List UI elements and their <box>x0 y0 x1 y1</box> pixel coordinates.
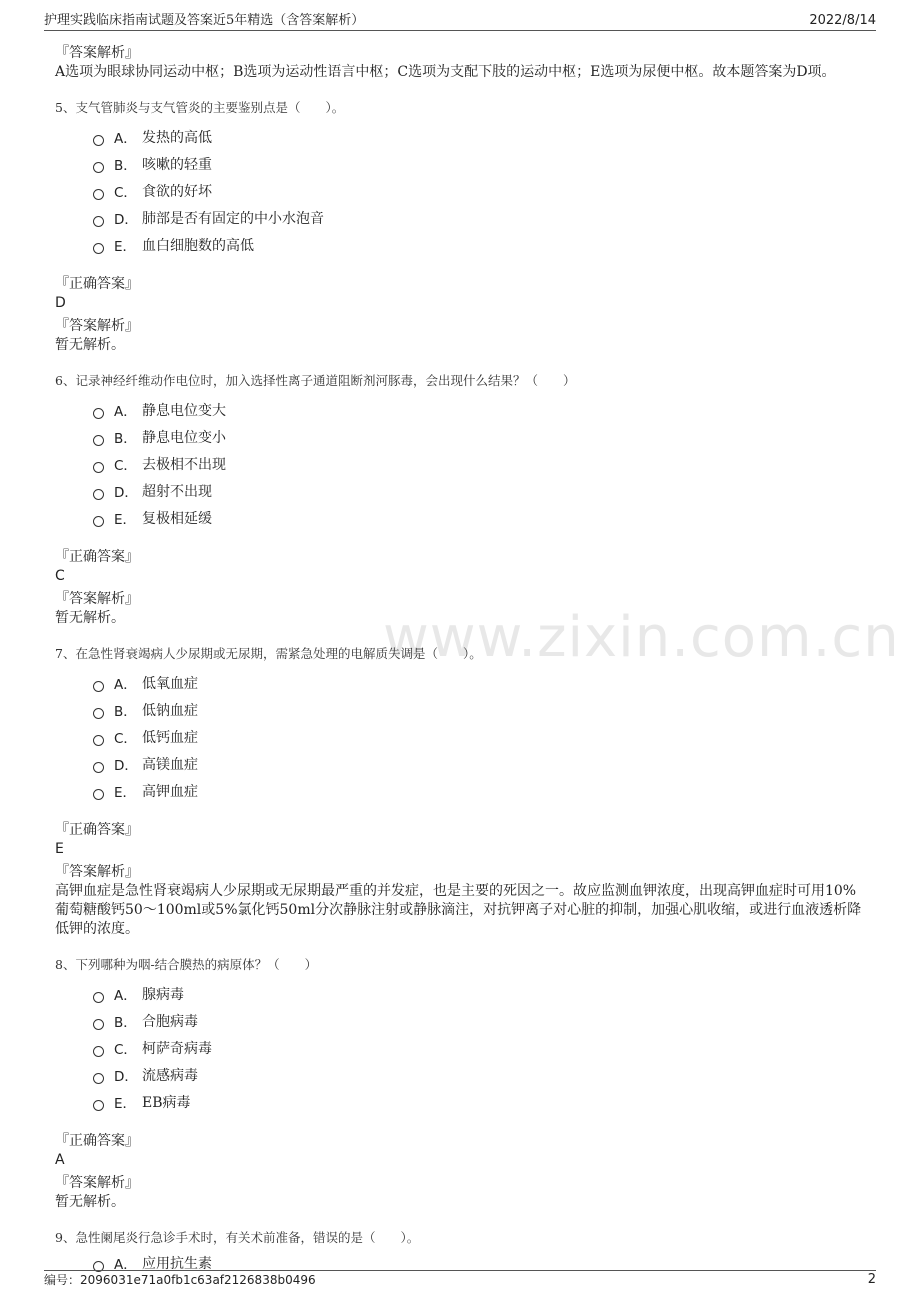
correct-answer-label: 『正确答案』 <box>55 276 139 292</box>
option-item[interactable] <box>93 504 863 531</box>
page-header <box>44 12 876 31</box>
option-item[interactable] <box>93 423 863 450</box>
page-number: 2 <box>867 1272 876 1287</box>
option-letter: D． <box>114 1068 138 1085</box>
option-item[interactable] <box>93 696 863 723</box>
question-stem: 5、支气管肺炎与支气管炎的主要鉴别点是（ ）。 <box>55 100 345 115</box>
radio-button-icon[interactable] <box>93 189 104 200</box>
document-serial <box>44 1272 316 1288</box>
option-text: 去极相不出现 <box>142 456 226 473</box>
correct-answer-label: 『正确答案』 <box>55 822 139 838</box>
option-list <box>93 980 863 1115</box>
radio-button-icon[interactable] <box>93 762 104 773</box>
radio-button-icon[interactable] <box>93 243 104 254</box>
option-letter: E． <box>114 784 137 801</box>
document-date: 2022/8/14 <box>809 13 876 28</box>
option-item[interactable] <box>93 1061 863 1088</box>
option-letter: D． <box>114 757 138 774</box>
correct-answer-label: 『正确答案』 <box>55 1133 139 1149</box>
question-block <box>55 1229 863 1276</box>
option-item[interactable] <box>93 669 863 696</box>
option-letter: D． <box>114 211 138 228</box>
question-stem: 7、在急性肾衰竭病人少尿期或无尿期，需紧急处理的电解质失调是（ ）。 <box>55 646 482 661</box>
option-text: 低氧血症 <box>142 675 198 692</box>
option-item[interactable] <box>93 1007 863 1034</box>
correct-answer: E <box>55 841 64 857</box>
option-item[interactable] <box>93 450 863 477</box>
page-footer <box>44 1270 876 1288</box>
correct-answer: C <box>55 568 65 584</box>
option-letter: E． <box>114 511 137 528</box>
option-letter: A． <box>114 676 137 693</box>
option-letter: D． <box>114 484 138 501</box>
option-text: 低钙血症 <box>142 729 198 746</box>
option-text: 食欲的好坏 <box>142 183 212 200</box>
option-item[interactable] <box>93 177 863 204</box>
radio-button-icon[interactable] <box>93 135 104 146</box>
option-text: 肺部是否有固定的中小水泡音 <box>142 210 324 227</box>
analysis-label: 『答案解析』 <box>55 1175 139 1191</box>
option-item[interactable] <box>93 150 863 177</box>
option-list <box>93 123 863 258</box>
analysis-text: 暂无解析。 <box>55 337 125 353</box>
option-item[interactable] <box>93 723 863 750</box>
radio-button-icon[interactable] <box>93 992 104 1003</box>
option-letter: C． <box>114 730 137 747</box>
option-letter: C． <box>114 1041 137 1058</box>
radio-button-icon[interactable] <box>93 216 104 227</box>
analysis-text: 暂无解析。 <box>55 610 125 626</box>
option-letter: C． <box>114 184 137 201</box>
correct-answer-label: 『正确答案』 <box>55 549 139 565</box>
radio-button-icon[interactable] <box>93 435 104 446</box>
analysis-text: 高钾血症是急性肾衰竭病人少尿期或无尿期最严重的并发症，也是主要的死因之一。故应监测血钾浓度，出现高钾血症时可用10%葡萄糖酸钙50～100ml或5%氯化钙50ml分次静脉注射或静脉滴注，对抗钾离子对心脏的抑制，加强心肌收缩，或进行血液透析降低钾的浓度。 <box>55 883 862 937</box>
radio-button-icon[interactable] <box>93 408 104 419</box>
option-letter: A． <box>114 987 137 1004</box>
option-text: 低钠血症 <box>142 702 198 719</box>
radio-button-icon[interactable] <box>93 489 104 500</box>
question-block <box>55 372 863 628</box>
option-letter: E． <box>114 238 137 255</box>
option-text: 柯萨奇病毒 <box>142 1040 212 1057</box>
option-text: 静息电位变小 <box>142 429 226 446</box>
option-item[interactable] <box>93 1088 863 1115</box>
option-text: 流感病毒 <box>142 1067 198 1084</box>
option-letter: B． <box>114 703 137 720</box>
option-item[interactable] <box>93 204 863 231</box>
option-letter: C． <box>114 457 137 474</box>
option-text: 应用抗生素 <box>142 1255 212 1272</box>
option-item[interactable] <box>93 231 863 258</box>
radio-button-icon[interactable] <box>93 1019 104 1030</box>
analysis-label: 『答案解析』 <box>55 318 139 334</box>
radio-button-icon[interactable] <box>93 789 104 800</box>
option-letter: E． <box>114 1095 137 1112</box>
option-item[interactable] <box>93 477 863 504</box>
option-letter: B． <box>114 157 137 174</box>
option-letter: A． <box>114 403 137 420</box>
option-text: 血白细胞数的高低 <box>142 237 254 254</box>
radio-button-icon[interactable] <box>93 1046 104 1057</box>
option-item[interactable] <box>93 750 863 777</box>
question-block <box>55 956 863 1212</box>
analysis-label: 『答案解析』 <box>55 864 139 880</box>
question-stem: 8、下列哪种为咽-结合膜热的病原体？（ ） <box>55 957 318 972</box>
radio-button-icon[interactable] <box>93 681 104 692</box>
radio-button-icon[interactable] <box>93 735 104 746</box>
option-item[interactable] <box>93 123 863 150</box>
question-block <box>55 99 863 355</box>
option-text: 超射不出现 <box>142 483 212 500</box>
radio-button-icon[interactable] <box>93 1073 104 1084</box>
option-item[interactable] <box>93 396 863 423</box>
radio-button-icon[interactable] <box>93 1100 104 1111</box>
serial-label: 编号： <box>44 1273 81 1287</box>
question-stem: 9、急性阑尾炎行急诊手术时，有关术前准备，错误的是（ ）。 <box>55 1230 420 1245</box>
serial-number: 2096031e71a0fb1c63af2126838b0496 <box>80 1273 316 1287</box>
option-text: 腺病毒 <box>142 986 184 1003</box>
analysis-text: A选项为眼球协同运动中枢；B选项为运动性语言中枢；C选项为支配下肢的运动中枢；E选项为尿便中枢。故本题答案为D项。 <box>55 64 836 80</box>
option-item[interactable] <box>93 777 863 804</box>
analysis-label: 『答案解析』 <box>55 45 139 61</box>
option-text: 高镁血症 <box>142 756 198 773</box>
analysis-label: 『答案解析』 <box>55 591 139 607</box>
question-stem: 6、记录神经纤维动作电位时，加入选择性离子通道阻断剂河豚毒，会出现什么结果？（ ） <box>55 373 576 388</box>
option-letter: A． <box>114 1256 137 1273</box>
option-letter: A． <box>114 130 137 147</box>
radio-button-icon[interactable] <box>93 162 104 173</box>
option-letter: B． <box>114 430 137 447</box>
option-list <box>93 669 863 804</box>
radio-button-icon[interactable] <box>93 708 104 719</box>
question-block <box>55 645 863 939</box>
page-content <box>55 44 863 1276</box>
correct-answer: D <box>55 295 66 311</box>
radio-button-icon[interactable] <box>93 516 104 527</box>
correct-answer: A <box>55 1152 65 1168</box>
option-item[interactable] <box>93 980 863 1007</box>
option-text: 合胞病毒 <box>142 1013 198 1030</box>
option-text: 咳嗽的轻重 <box>142 156 212 173</box>
option-text: 高钾血症 <box>142 783 198 800</box>
option-text: 发热的高低 <box>142 129 212 146</box>
radio-button-icon[interactable] <box>93 462 104 473</box>
analysis-text: 暂无解析。 <box>55 1194 125 1210</box>
watermark: www.zixin.com.cn <box>383 605 900 670</box>
option-item[interactable] <box>93 1034 863 1061</box>
option-letter: B． <box>114 1014 137 1031</box>
option-text: 复极相延缓 <box>142 510 212 527</box>
option-text: EB病毒 <box>142 1094 191 1111</box>
option-text: 静息电位变大 <box>142 402 226 419</box>
document-title: 护理实践临床指南试题及答案近5年精选（含答案解析） <box>44 13 365 28</box>
option-list <box>93 396 863 531</box>
